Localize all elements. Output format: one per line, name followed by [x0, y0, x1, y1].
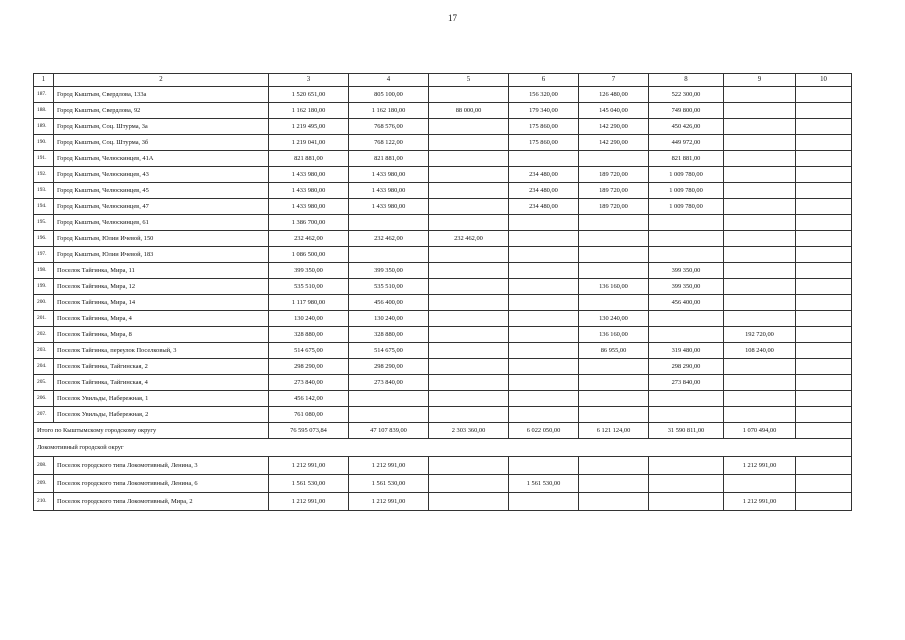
value-cell: 821 881,00 [349, 151, 429, 167]
value-cell [796, 295, 852, 311]
value-cell: 399 350,00 [649, 279, 724, 295]
row-number: 207. [34, 407, 54, 423]
value-cell [796, 87, 852, 103]
table-row [34, 183, 852, 199]
value-cell [724, 295, 796, 311]
value-cell [509, 493, 579, 511]
total-cell: 1 070 494,00 [724, 423, 796, 439]
row-number: 190. [34, 135, 54, 151]
row-number: 189. [34, 119, 54, 135]
table-row [34, 475, 852, 493]
value-cell [724, 151, 796, 167]
table-body-lokomotivny [34, 457, 852, 511]
table-row [34, 199, 852, 215]
value-cell: 1 009 780,00 [649, 183, 724, 199]
value-cell [796, 119, 852, 135]
column-header: 3 [269, 74, 349, 87]
row-number: 197. [34, 247, 54, 263]
value-cell: 821 881,00 [649, 151, 724, 167]
value-cell [649, 247, 724, 263]
value-cell [579, 359, 649, 375]
value-cell [796, 327, 852, 343]
value-cell: 456 400,00 [649, 295, 724, 311]
table-row [34, 263, 852, 279]
table-body-totals [34, 423, 852, 457]
value-cell: 1 212 991,00 [269, 493, 349, 511]
total-cell: 6 022 050,00 [509, 423, 579, 439]
value-cell [579, 231, 649, 247]
value-cell: 805 100,00 [349, 87, 429, 103]
value-cell [649, 231, 724, 247]
value-cell: 189 720,00 [579, 199, 649, 215]
value-cell [349, 391, 429, 407]
row-number: 198. [34, 263, 54, 279]
value-cell: 522 300,00 [649, 87, 724, 103]
value-cell: 399 350,00 [269, 263, 349, 279]
value-cell [429, 311, 509, 327]
value-cell: 232 462,00 [429, 231, 509, 247]
table-row [34, 215, 852, 231]
value-cell [429, 135, 509, 151]
value-cell [796, 279, 852, 295]
value-cell [796, 359, 852, 375]
value-cell [349, 247, 429, 263]
value-cell: 234 480,00 [509, 199, 579, 215]
value-cell: 1 433 980,00 [349, 167, 429, 183]
value-cell [796, 151, 852, 167]
value-cell: 821 881,00 [269, 151, 349, 167]
row-number: 188. [34, 103, 54, 119]
value-cell [429, 119, 509, 135]
value-cell: 319 480,00 [649, 343, 724, 359]
value-cell: 456 400,00 [349, 295, 429, 311]
row-number: 205. [34, 375, 54, 391]
value-cell [509, 215, 579, 231]
value-cell: 761 080,00 [269, 407, 349, 423]
row-address: Город Кыштым, Свердлова, 92 [54, 103, 269, 119]
value-cell: 273 840,00 [649, 375, 724, 391]
value-cell: 1 433 980,00 [269, 167, 349, 183]
value-cell: 1 212 991,00 [724, 457, 796, 475]
value-cell: 142 290,00 [579, 135, 649, 151]
value-cell: 1 212 991,00 [349, 493, 429, 511]
value-cell [579, 391, 649, 407]
value-cell [429, 295, 509, 311]
value-cell [579, 457, 649, 475]
page-number: 17 [448, 13, 457, 23]
value-cell [429, 199, 509, 215]
row-address: Поселок Тайгинка, Мира, 12 [54, 279, 269, 295]
value-cell [509, 359, 579, 375]
row-number: 203. [34, 343, 54, 359]
row-address: Город Кыштым, Челюскинцев, 61 [54, 215, 269, 231]
value-cell: 768 576,00 [349, 119, 429, 135]
total-cell: 76 595 073,84 [269, 423, 349, 439]
value-cell [796, 311, 852, 327]
table-row [34, 311, 852, 327]
value-cell [429, 475, 509, 493]
value-cell [796, 475, 852, 493]
value-cell: 179 340,00 [509, 103, 579, 119]
value-cell [649, 493, 724, 511]
row-number: 193. [34, 183, 54, 199]
row-address: Город Кыштым, Соц. Штурма, 3а [54, 119, 269, 135]
value-cell: 1 561 530,00 [509, 475, 579, 493]
value-cell: 1 219 041,00 [269, 135, 349, 151]
value-cell [429, 183, 509, 199]
column-header: 8 [649, 74, 724, 87]
value-cell: 1 212 991,00 [724, 493, 796, 511]
value-cell [429, 493, 509, 511]
row-number: 206. [34, 391, 54, 407]
value-cell [649, 391, 724, 407]
row-number: 192. [34, 167, 54, 183]
value-cell [579, 493, 649, 511]
total-cell: 6 121 124,00 [579, 423, 649, 439]
column-header: 1 [34, 74, 54, 87]
value-cell [796, 231, 852, 247]
value-cell [724, 103, 796, 119]
value-cell: 234 480,00 [509, 183, 579, 199]
table-row [34, 151, 852, 167]
value-cell [429, 87, 509, 103]
row-address: Поселок Увильды, Набережная, 1 [54, 391, 269, 407]
value-cell [724, 407, 796, 423]
row-address: Поселок Тайгинка, Тайгинская, 2 [54, 359, 269, 375]
table-row [34, 167, 852, 183]
row-address: Поселок Тайгинка, Мира, 11 [54, 263, 269, 279]
value-cell [724, 167, 796, 183]
value-cell: 192 720,00 [724, 327, 796, 343]
table-row [34, 279, 852, 295]
value-cell [796, 167, 852, 183]
value-cell [349, 215, 429, 231]
row-address: Город Кыштым, Юлии Ичевой, 183 [54, 247, 269, 263]
value-cell [429, 457, 509, 475]
value-cell [509, 375, 579, 391]
value-cell [796, 343, 852, 359]
table-row [34, 343, 852, 359]
column-header: 5 [429, 74, 509, 87]
value-cell: 175 860,00 [509, 135, 579, 151]
value-cell: 450 426,00 [649, 119, 724, 135]
row-address: Город Кыштым, Юлии Ичевой, 150 [54, 231, 269, 247]
value-cell [796, 135, 852, 151]
value-cell [796, 407, 852, 423]
value-cell [724, 199, 796, 215]
table-row [34, 391, 852, 407]
value-cell [509, 311, 579, 327]
value-cell: 298 290,00 [269, 359, 349, 375]
value-cell [649, 311, 724, 327]
value-cell [649, 475, 724, 493]
row-number: 208. [34, 457, 54, 475]
row-address: Поселок Тайгинка, переулок Поселковый, 3 [54, 343, 269, 359]
value-cell: 130 240,00 [349, 311, 429, 327]
value-cell: 514 675,00 [349, 343, 429, 359]
value-cell [724, 231, 796, 247]
row-address: Поселок Тайгинка, Мира, 4 [54, 311, 269, 327]
row-number: 195. [34, 215, 54, 231]
value-cell: 1 219 495,00 [269, 119, 349, 135]
row-number: 201. [34, 311, 54, 327]
value-cell [579, 295, 649, 311]
value-cell: 1 086 500,00 [269, 247, 349, 263]
value-cell [796, 215, 852, 231]
row-address: Город Кыштым, Челюскинцев, 43 [54, 167, 269, 183]
value-cell [796, 247, 852, 263]
value-cell: 328 880,00 [349, 327, 429, 343]
value-cell [509, 343, 579, 359]
table-row [34, 135, 852, 151]
value-cell [724, 311, 796, 327]
row-number: 204. [34, 359, 54, 375]
value-cell [429, 151, 509, 167]
value-cell: 749 800,00 [649, 103, 724, 119]
value-cell [796, 183, 852, 199]
value-cell: 449 972,00 [649, 135, 724, 151]
value-cell: 189 720,00 [579, 167, 649, 183]
value-cell: 298 290,00 [649, 359, 724, 375]
total-cell: 31 590 811,00 [649, 423, 724, 439]
total-label: Итого по Кыштымскому городскому округу [34, 423, 269, 439]
value-cell [579, 215, 649, 231]
value-cell [724, 375, 796, 391]
value-cell [509, 231, 579, 247]
row-number: 196. [34, 231, 54, 247]
section-row [34, 439, 852, 457]
value-cell: 399 350,00 [349, 263, 429, 279]
value-cell: 156 320,00 [509, 87, 579, 103]
value-cell [796, 493, 852, 511]
value-cell: 298 290,00 [349, 359, 429, 375]
value-cell: 1 520 651,00 [269, 87, 349, 103]
value-cell [429, 375, 509, 391]
value-cell [429, 407, 509, 423]
column-header: 4 [349, 74, 429, 87]
value-cell: 1 433 980,00 [349, 199, 429, 215]
value-cell: 232 462,00 [349, 231, 429, 247]
total-cell: 47 107 839,00 [349, 423, 429, 439]
value-cell [579, 375, 649, 391]
value-cell: 273 840,00 [349, 375, 429, 391]
value-cell [724, 183, 796, 199]
value-cell: 1 386 700,00 [269, 215, 349, 231]
row-number: 202. [34, 327, 54, 343]
table-body-kyshtym [34, 87, 852, 423]
value-cell [509, 247, 579, 263]
value-cell [796, 391, 852, 407]
row-number: 187. [34, 87, 54, 103]
value-cell: 1 117 980,00 [269, 295, 349, 311]
total-cell [796, 423, 852, 439]
column-header: 2 [54, 74, 269, 87]
column-header: 7 [579, 74, 649, 87]
row-number: 210. [34, 493, 54, 511]
row-address: Город Кыштым, Челюскинцев, 45 [54, 183, 269, 199]
value-cell: 86 955,00 [579, 343, 649, 359]
value-cell [429, 343, 509, 359]
value-cell [724, 359, 796, 375]
value-cell: 136 160,00 [579, 327, 649, 343]
value-cell [509, 391, 579, 407]
row-address: Город Кыштым, Челюскинцев, 47 [54, 199, 269, 215]
value-cell [349, 407, 429, 423]
value-cell [579, 151, 649, 167]
column-header: 9 [724, 74, 796, 87]
row-address: Поселок городского типа Локомотивный, Ленина, 6 [54, 475, 269, 493]
value-cell [509, 263, 579, 279]
table-row [34, 407, 852, 423]
value-cell: 1 009 780,00 [649, 199, 724, 215]
value-cell: 1 212 991,00 [269, 457, 349, 475]
value-cell [579, 263, 649, 279]
table-row [34, 103, 852, 119]
row-number: 200. [34, 295, 54, 311]
row-address: Поселок городского типа Локомотивный, Ленина, 3 [54, 457, 269, 475]
value-cell: 514 675,00 [269, 343, 349, 359]
value-cell [509, 151, 579, 167]
value-cell: 142 290,00 [579, 119, 649, 135]
value-cell [724, 391, 796, 407]
value-cell [649, 327, 724, 343]
value-cell: 1 009 780,00 [649, 167, 724, 183]
data-table [33, 73, 852, 511]
row-address: Поселок городского типа Локомотивный, Мира, 2 [54, 493, 269, 511]
row-number: 209. [34, 475, 54, 493]
value-cell [429, 359, 509, 375]
table-row [34, 327, 852, 343]
value-cell: 130 240,00 [579, 311, 649, 327]
value-cell: 273 840,00 [269, 375, 349, 391]
value-cell: 136 160,00 [579, 279, 649, 295]
value-cell [509, 279, 579, 295]
table-row [34, 359, 852, 375]
value-cell: 1 162 180,00 [269, 103, 349, 119]
value-cell [429, 279, 509, 295]
value-cell: 768 122,00 [349, 135, 429, 151]
value-cell [429, 327, 509, 343]
value-cell: 328 880,00 [269, 327, 349, 343]
value-cell [796, 263, 852, 279]
value-cell [579, 407, 649, 423]
section-title: Локомотивный городской округ [34, 439, 852, 457]
value-cell: 145 040,00 [579, 103, 649, 119]
value-cell: 175 860,00 [509, 119, 579, 135]
total-row [34, 423, 852, 439]
value-cell: 189 720,00 [579, 183, 649, 199]
value-cell [649, 407, 724, 423]
value-cell: 130 240,00 [269, 311, 349, 327]
value-cell [724, 119, 796, 135]
value-cell: 1 433 980,00 [349, 183, 429, 199]
table-row [34, 231, 852, 247]
column-header: 6 [509, 74, 579, 87]
row-address: Поселок Увильды, Набережная, 2 [54, 407, 269, 423]
value-cell: 108 240,00 [724, 343, 796, 359]
table-row [34, 457, 852, 475]
row-address: Поселок Тайгинка, Мира, 14 [54, 295, 269, 311]
value-cell: 535 510,00 [349, 279, 429, 295]
value-cell [429, 391, 509, 407]
value-cell [796, 457, 852, 475]
value-cell [509, 407, 579, 423]
value-cell: 399 350,00 [649, 263, 724, 279]
value-cell: 1 162 180,00 [349, 103, 429, 119]
row-address: Поселок Тайгинка, Мира, 8 [54, 327, 269, 343]
value-cell [579, 247, 649, 263]
value-cell: 1 561 530,00 [349, 475, 429, 493]
value-cell: 126 480,00 [579, 87, 649, 103]
value-cell [579, 475, 649, 493]
column-header: 10 [796, 74, 852, 87]
row-address: Поселок Тайгинка, Тайгинская, 4 [54, 375, 269, 391]
table-row [34, 295, 852, 311]
value-cell [429, 215, 509, 231]
header-row [34, 74, 852, 87]
value-cell [649, 457, 724, 475]
table-row [34, 247, 852, 263]
value-cell [724, 475, 796, 493]
table-row [34, 87, 852, 103]
value-cell [724, 263, 796, 279]
value-cell: 88 000,00 [429, 103, 509, 119]
row-number: 199. [34, 279, 54, 295]
value-cell [429, 263, 509, 279]
value-cell: 535 510,00 [269, 279, 349, 295]
row-number: 191. [34, 151, 54, 167]
value-cell: 1 561 530,00 [269, 475, 349, 493]
value-cell: 1 433 980,00 [269, 183, 349, 199]
value-cell [724, 215, 796, 231]
value-cell [796, 103, 852, 119]
value-cell: 456 142,00 [269, 391, 349, 407]
row-address: Город Кыштым, Челюскинцев, 41А [54, 151, 269, 167]
value-cell [509, 295, 579, 311]
value-cell [796, 375, 852, 391]
value-cell [649, 215, 724, 231]
total-cell: 2 303 360,00 [429, 423, 509, 439]
value-cell: 232 462,00 [269, 231, 349, 247]
value-cell [429, 167, 509, 183]
value-cell: 1 433 980,00 [269, 199, 349, 215]
row-number: 194. [34, 199, 54, 215]
value-cell [429, 247, 509, 263]
table-row [34, 375, 852, 391]
value-cell [724, 247, 796, 263]
value-cell: 234 480,00 [509, 167, 579, 183]
value-cell [724, 135, 796, 151]
value-cell [724, 87, 796, 103]
value-cell [509, 457, 579, 475]
table-row [34, 119, 852, 135]
row-address: Город Кыштым, Свердлова, 133а [54, 87, 269, 103]
value-cell: 1 212 991,00 [349, 457, 429, 475]
value-cell [796, 199, 852, 215]
value-cell [509, 327, 579, 343]
row-address: Город Кыштым, Соц. Штурма, 3б [54, 135, 269, 151]
table-row [34, 493, 852, 511]
value-cell [724, 279, 796, 295]
